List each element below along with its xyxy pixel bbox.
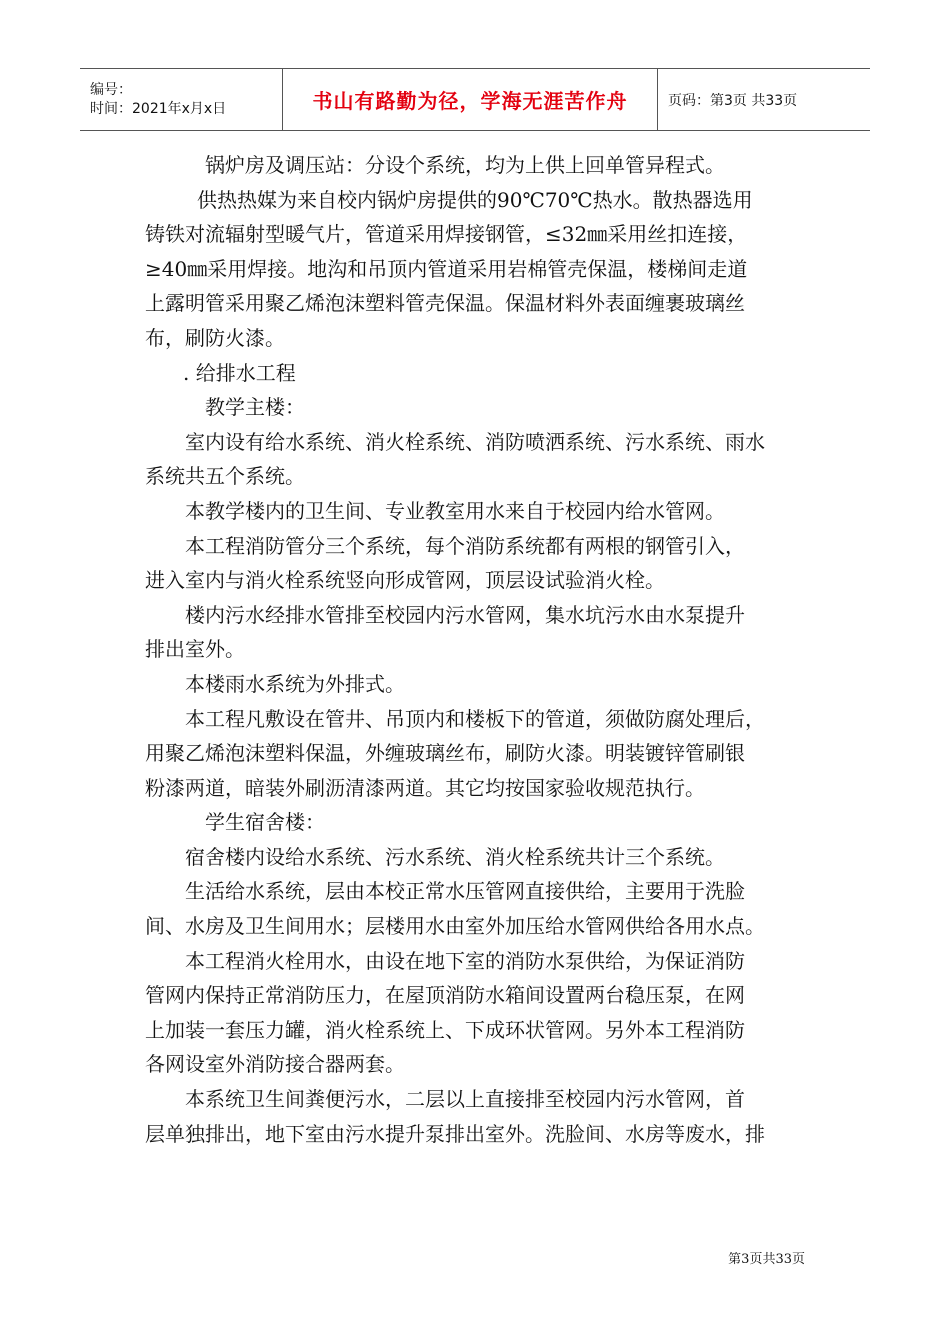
body-line: 排出室外。: [145, 637, 245, 662]
document-body: [145, 148, 825, 1151]
body-line: 本楼雨水系统为外排式。: [185, 671, 405, 696]
body-line: 进入室内与消火栓系统竖向形成管网，顶层设试验消火栓。: [145, 568, 665, 593]
subsection-heading: 学生宿舍楼：: [205, 810, 325, 835]
body-line: 上露明管采用聚乙烯泡沫塑料管壳保温。保温材料外表面缠裹玻璃丝: [145, 291, 745, 316]
body-line: 间、水房及卫生间用水；层楼用水由室外加压给水管网供给各用水点。: [145, 914, 765, 939]
body-line: ≥40㎜采用焊接。地沟和吊顶内管道采用岩棉管壳保温，楼梯间走道: [145, 256, 748, 281]
body-line: 本系统卫生间粪便污水，二层以上直接排至校园内污水管网，首: [185, 1087, 745, 1112]
body-line: 楼内污水经排水管排至校园内污水管网，集水坑污水由水泵提升: [185, 602, 745, 627]
body-line: 上加装一套压力罐，消火栓系统上、下成环状管网。另外本工程消防: [145, 1017, 745, 1042]
body-line: 布，刷防火漆。: [145, 325, 285, 350]
page-header: [80, 68, 870, 131]
body-line: 铸铁对流辐射型暖气片，管道采用焊接钢管，≤32㎜采用丝扣连接，: [145, 222, 748, 247]
document-number-label: 编号：: [90, 81, 132, 98]
header-meta: [80, 69, 282, 130]
body-line: 粉漆两道，暗装外刷沥清漆两道。其它均按国家验收规范执行。: [145, 775, 705, 800]
body-line: 生活给水系统，层由本校正常水压管网直接供给，主要用于洗脸: [185, 879, 745, 904]
body-line: 锅炉房及调压站：分设个系统，均为上供上回单管异程式。: [205, 153, 725, 177]
body-line: 本工程凡敷设在管井、吊顶内和楼板下的管道，须做防腐处理后，: [185, 706, 765, 731]
body-line: 本工程消火栓用水，由设在地下室的消防水泵供给，为保证消防: [185, 948, 745, 973]
body-line: 管网内保持正常消防压力，在屋顶消防水箱间设置两台稳压泵，在网: [145, 983, 745, 1008]
header-motto-cell: [282, 69, 658, 130]
body-line: 室内设有给水系统、消火栓系统、消防喷洒系统、污水系统、雨水: [185, 429, 765, 454]
body-line: 本教学楼内的卫生间、专业教室用水来自于校园内给水管网。: [185, 498, 725, 523]
document-date-label: 时间：2021年x月x日: [90, 100, 227, 117]
body-line: 本工程消防管分三个系统，每个消防系统都有两根的钢管引入，: [185, 533, 745, 558]
page-footer-number: 第3页共33页: [728, 1252, 805, 1267]
body-line: 各网设室外消防接合器两套。: [145, 1052, 405, 1077]
header-motto: 书山有路勤为径，学海无涯苦作舟: [312, 89, 628, 113]
subsection-heading: 教学主楼：: [205, 395, 305, 420]
body-line: 层单独排出，地下室由污水提升泵排出室外。洗脸间、水房等废水，排: [145, 1121, 765, 1146]
section-heading: . 给排水工程: [183, 360, 296, 385]
body-line: 宿舍楼内设给水系统、污水系统、消火栓系统共计三个系统。: [185, 844, 725, 869]
body-line: 供热热媒为来自校内锅炉房提供的90℃70℃热水。散热器选用: [197, 187, 753, 212]
header-page-cell: [658, 69, 870, 130]
body-line: 用聚乙烯泡沫塑料保温，外缠玻璃丝布，刷防火漆。明装镀锌管刷银: [145, 741, 745, 766]
body-line: 系统共五个系统。: [145, 464, 305, 489]
header-page-number: 页码：第3页 共33页: [668, 92, 798, 109]
